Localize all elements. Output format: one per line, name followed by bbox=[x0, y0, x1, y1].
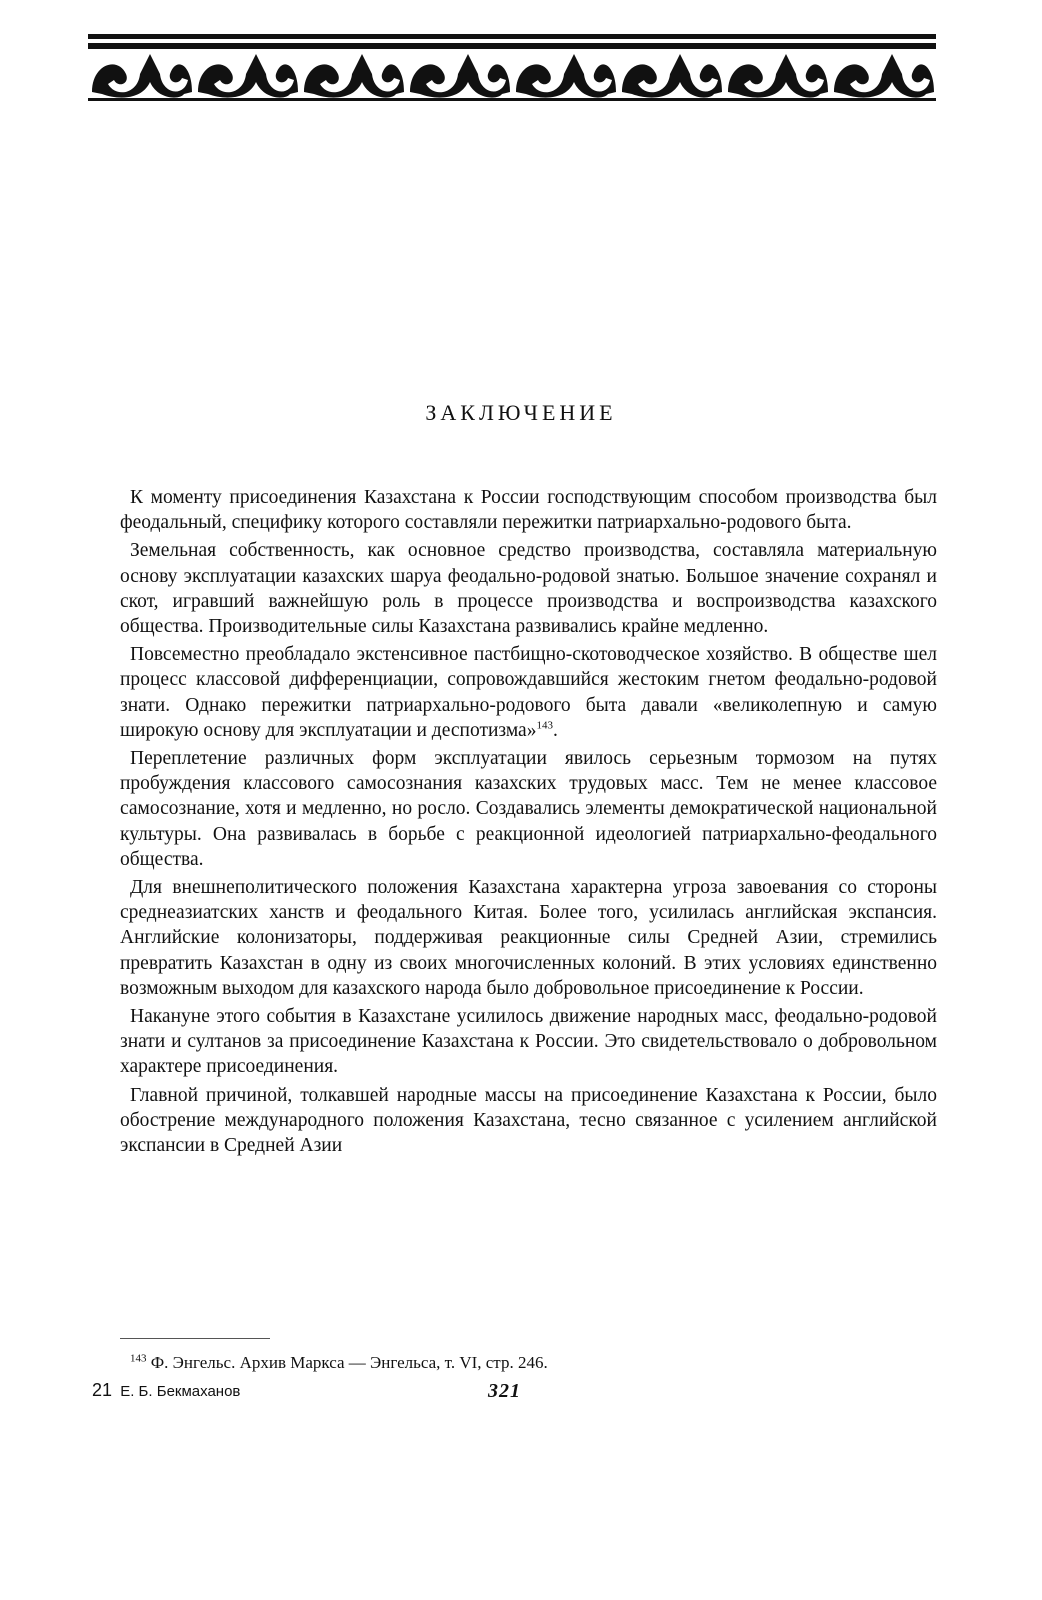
ornament-motif bbox=[304, 54, 404, 98]
paragraph-1: К моменту присоединения Казахстана к России господствующим способом производства был феодальный, специфику которого составляли пережитки патриархально-родового быта. bbox=[120, 487, 937, 534]
paragraph-3-end: . bbox=[552, 719, 558, 741]
body-text bbox=[120, 485, 937, 1161]
paragraph-2: Земельная собственность, как основное средство производства, составляла материальную основу эксплуатации казахских шаруа феодально-родовой знатью. Большое значение сохранял и скот, игравший важнейшую роль в процессе производства и воспроизводства казахского общества. Производительные силы Казахстана развивались крайне медленно. bbox=[120, 540, 937, 638]
footnote-divider bbox=[120, 1338, 270, 1339]
ornament-motif bbox=[728, 54, 828, 98]
signature-number: 21 bbox=[92, 1380, 113, 1400]
printer-signature bbox=[92, 1380, 240, 1402]
ornament-motif bbox=[410, 54, 510, 98]
footnote-reference[interactable]: 143 bbox=[536, 719, 553, 732]
page-title: ЗАКЛЮЧЕНИЕ bbox=[425, 400, 617, 425]
paragraph-4: Переплетение различных форм эксплуатации явилось серьезным тормозом на путях пробуждения классового самосознания казахских трудовых масс. Тем не менее классовое самосознание, хотя и медленно, но росло. Создавались элементы демократической национальной культуры. Она развивалась в борьбе с реакционной идеологией патриархально-феодального общества. bbox=[120, 748, 937, 870]
signature-author: Е. Б. Бекмаханов bbox=[120, 1383, 241, 1400]
paragraph-3-text: Повсеместно преобладало экстенсивное пастбищно-скотоводческое хозяйство. В обществе шел процесс классовой дифференциации, сопровождавшийся жестоким гнетом феодально-родовой знати. Однако пережитки патриархально-родового быта давали «великолепную и самую широкую основу для эксплуатации и деспотизма» bbox=[120, 644, 937, 741]
kazakh-ornament-band-icon bbox=[88, 34, 936, 104]
page-number: 321 bbox=[488, 1380, 521, 1402]
ornament-motif bbox=[834, 54, 934, 98]
paragraph-3 bbox=[120, 642, 937, 743]
paragraph-7: Главной причиной, толкавшей народные массы на присоединение Казахстана к России, было обострение международного положения Казахстана, тесно связанное с усилением английской экспансии в Средней Азии bbox=[120, 1084, 937, 1157]
footnote-text: Ф. Энгельс. Архив Маркса — Энгельса, т. VI, стр. 246. bbox=[150, 1353, 548, 1372]
ornament-motif bbox=[92, 54, 192, 98]
paragraph-6: Накануне этого события в Казахстане усилилось движение народных масс, феодально-родовой знати и султанов за присоединение Казахстана к России. Это свидетельствовало о добровольном характере присоединения. bbox=[120, 1006, 937, 1078]
footnote-mark: 143 bbox=[130, 1352, 147, 1365]
ornament-motif bbox=[516, 54, 616, 98]
ornament-motif bbox=[622, 54, 722, 98]
ornament-motif bbox=[198, 54, 298, 98]
paragraph-5: Для внешнеполитического положения Казахстана характерна угроза завоевания со стороны среднеазиатских ханств и феодального Китая. Более того, усилилась английская экспансия. Английские колонизаторы, поддерживая реакционные силы Средней Азии, стремились превратить Казахстан в одну из своих многочисленных колоний. В этих условиях единственно возможным выходом для казахского народа было добровольное присоединение к России. bbox=[120, 877, 937, 999]
footnote bbox=[130, 1352, 930, 1374]
